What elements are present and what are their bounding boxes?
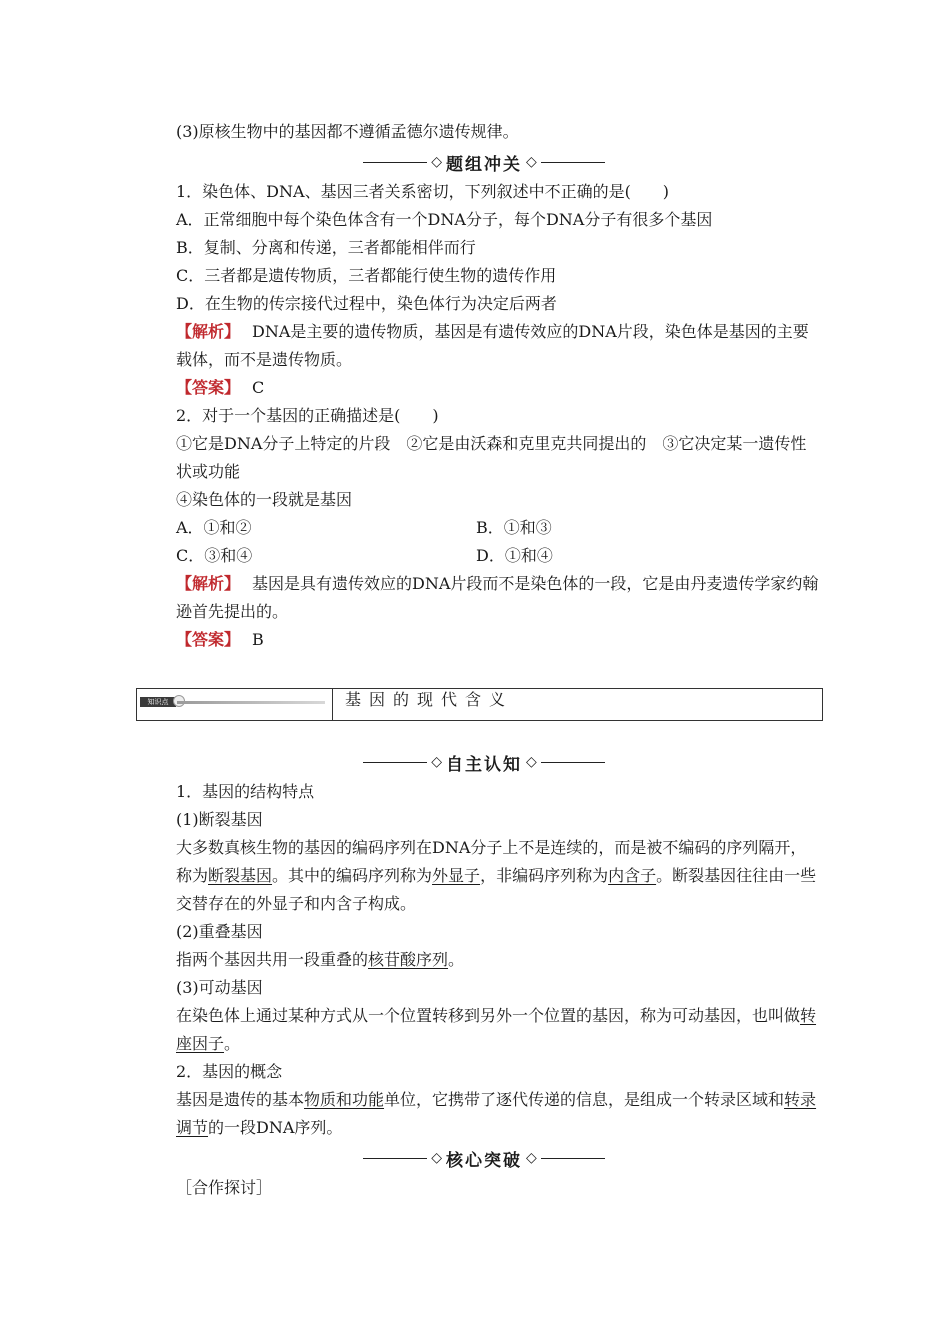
text: 基因是遗传的基本 bbox=[176, 1090, 305, 1109]
analysis bbox=[146, 570, 822, 626]
text: ，非编码序列称为 bbox=[480, 866, 609, 885]
diamond-icon: ◇ bbox=[526, 1150, 537, 1166]
heading: 2．基因的概念 bbox=[176, 1062, 283, 1081]
divider bbox=[541, 1158, 605, 1159]
option-d: D．在生物的传宗接代过程中，染色体行为决定后两者 bbox=[176, 294, 557, 313]
knowledge-point-badge-area bbox=[137, 689, 333, 720]
key-term: 断裂基因 bbox=[208, 866, 273, 885]
option-a: A．正常细胞中每个染色体含有一个DNA分子，每个DNA分子有很多个基因 bbox=[176, 210, 713, 229]
answer bbox=[146, 626, 822, 654]
option-c: C．③和④ bbox=[176, 546, 253, 565]
analysis bbox=[146, 318, 822, 374]
analysis-text: 基因是具有遗传效应的DNA片段而不是染色体的一段，它是由丹麦遗传学家约翰逊首先提出的。 bbox=[176, 574, 819, 621]
option-d: D．①和④ bbox=[476, 546, 553, 565]
text: 。 bbox=[224, 1034, 241, 1053]
knowledge-point-banner bbox=[136, 688, 823, 721]
key-term: 核苷酸序列 bbox=[368, 950, 449, 969]
answer-tag: 【答案】 bbox=[176, 630, 241, 649]
option-b: B．复制、分离和传递，三者都能相伴而行 bbox=[176, 238, 476, 257]
heading: 1．基因的结构特点 bbox=[176, 782, 315, 801]
question-stem: 2．对于一个基因的正确描述是( ) bbox=[176, 406, 439, 425]
section-title: 核心突破 bbox=[446, 1150, 522, 1171]
key-term: 外显子 bbox=[432, 866, 481, 885]
key-term: 物质和功能 bbox=[304, 1090, 385, 1109]
section-heading bbox=[146, 146, 822, 178]
answer-value: B bbox=[252, 630, 264, 649]
subheading: (2)重叠基因 bbox=[176, 922, 263, 941]
option-c: C．三者都是遗传物质，三者都能行使生物的遗传作用 bbox=[176, 266, 557, 285]
option-b: B．①和③ bbox=[476, 518, 552, 537]
divider bbox=[541, 162, 605, 163]
text: 大多数真核生物的基因的编码序列在DNA分子上不是连续的，而是被不编码的序列隔开，称为 bbox=[176, 838, 807, 885]
text: 的一段DNA序列。 bbox=[208, 1118, 343, 1137]
section-title: 题组冲关 bbox=[446, 154, 522, 175]
options-row bbox=[146, 542, 822, 570]
knowledge-point-title: 基因的现代含义 bbox=[345, 690, 514, 709]
divider bbox=[363, 762, 427, 763]
text: 。断裂基因往往由一些交替存在的外显子和内含子构成。 bbox=[176, 866, 817, 913]
paragraph bbox=[146, 1002, 822, 1058]
key-term: 转录调节 bbox=[176, 1090, 817, 1137]
divider bbox=[363, 162, 427, 163]
diamond-icon: ◇ bbox=[526, 754, 537, 770]
section-heading bbox=[146, 746, 822, 778]
analysis-tag: 【解析】 bbox=[176, 574, 241, 593]
diamond-icon: ◇ bbox=[526, 154, 537, 170]
divider bbox=[363, 1158, 427, 1159]
paragraph bbox=[146, 946, 822, 974]
answer bbox=[146, 374, 822, 402]
knowledge-point-badge: 知识点 bbox=[140, 697, 176, 707]
subheading: (1)断裂基因 bbox=[176, 810, 263, 829]
gradient-bar bbox=[177, 701, 325, 704]
subheading: (3)可动基因 bbox=[176, 978, 263, 997]
analysis-tag: 【解析】 bbox=[176, 322, 241, 341]
text: 。 bbox=[448, 950, 465, 969]
coop-heading: ［合作探讨］ bbox=[176, 1178, 273, 1197]
answer-value: C bbox=[252, 378, 265, 397]
diamond-icon: ◇ bbox=[431, 154, 442, 170]
section-title: 自主认知 bbox=[446, 754, 522, 775]
key-term: 内含子 bbox=[608, 866, 657, 885]
question-stem: 1．染色体、DNA、基因三者关系密切，下列叙述中不正确的是( ) bbox=[176, 182, 670, 201]
page-content-2 bbox=[146, 746, 822, 1202]
paragraph bbox=[146, 1086, 822, 1142]
analysis-text: DNA是主要的遗传物质，基因是有遗传效应的DNA片段，染色体是基因的主要载体，而不是遗传物质。 bbox=[176, 322, 809, 369]
divider bbox=[541, 762, 605, 763]
paragraph bbox=[146, 834, 822, 918]
answer-tag: 【答案】 bbox=[176, 378, 241, 397]
statement-list: ①它是DNA分子上特定的片段 ②它是由沃森和克里克共同提出的 ③它决定某一遗传性状或功能 bbox=[176, 434, 807, 481]
text: 单位，它携带了逐代传递的信息，是组成一个转录区域和 bbox=[384, 1090, 785, 1109]
options-row bbox=[146, 514, 822, 542]
option-a: A．①和② bbox=[176, 518, 252, 537]
page-content bbox=[146, 118, 822, 654]
key-term: 转座因子 bbox=[176, 1006, 817, 1053]
paragraph: (3)原核生物中的基因都不遵循孟德尔遗传规律。 bbox=[176, 122, 519, 141]
text: 指两个基因共用一段重叠的 bbox=[176, 950, 369, 969]
diamond-icon: ◇ bbox=[431, 754, 442, 770]
statement-4: ④染色体的一段就是基因 bbox=[176, 490, 353, 509]
section-heading bbox=[146, 1142, 822, 1174]
text: 。其中的编码序列称为 bbox=[272, 866, 433, 885]
text: 在染色体上通过某种方式从一个位置转移到另外一个位置的基因，称为可动基因，也叫做 bbox=[176, 1006, 801, 1025]
diamond-icon: ◇ bbox=[431, 1150, 442, 1166]
